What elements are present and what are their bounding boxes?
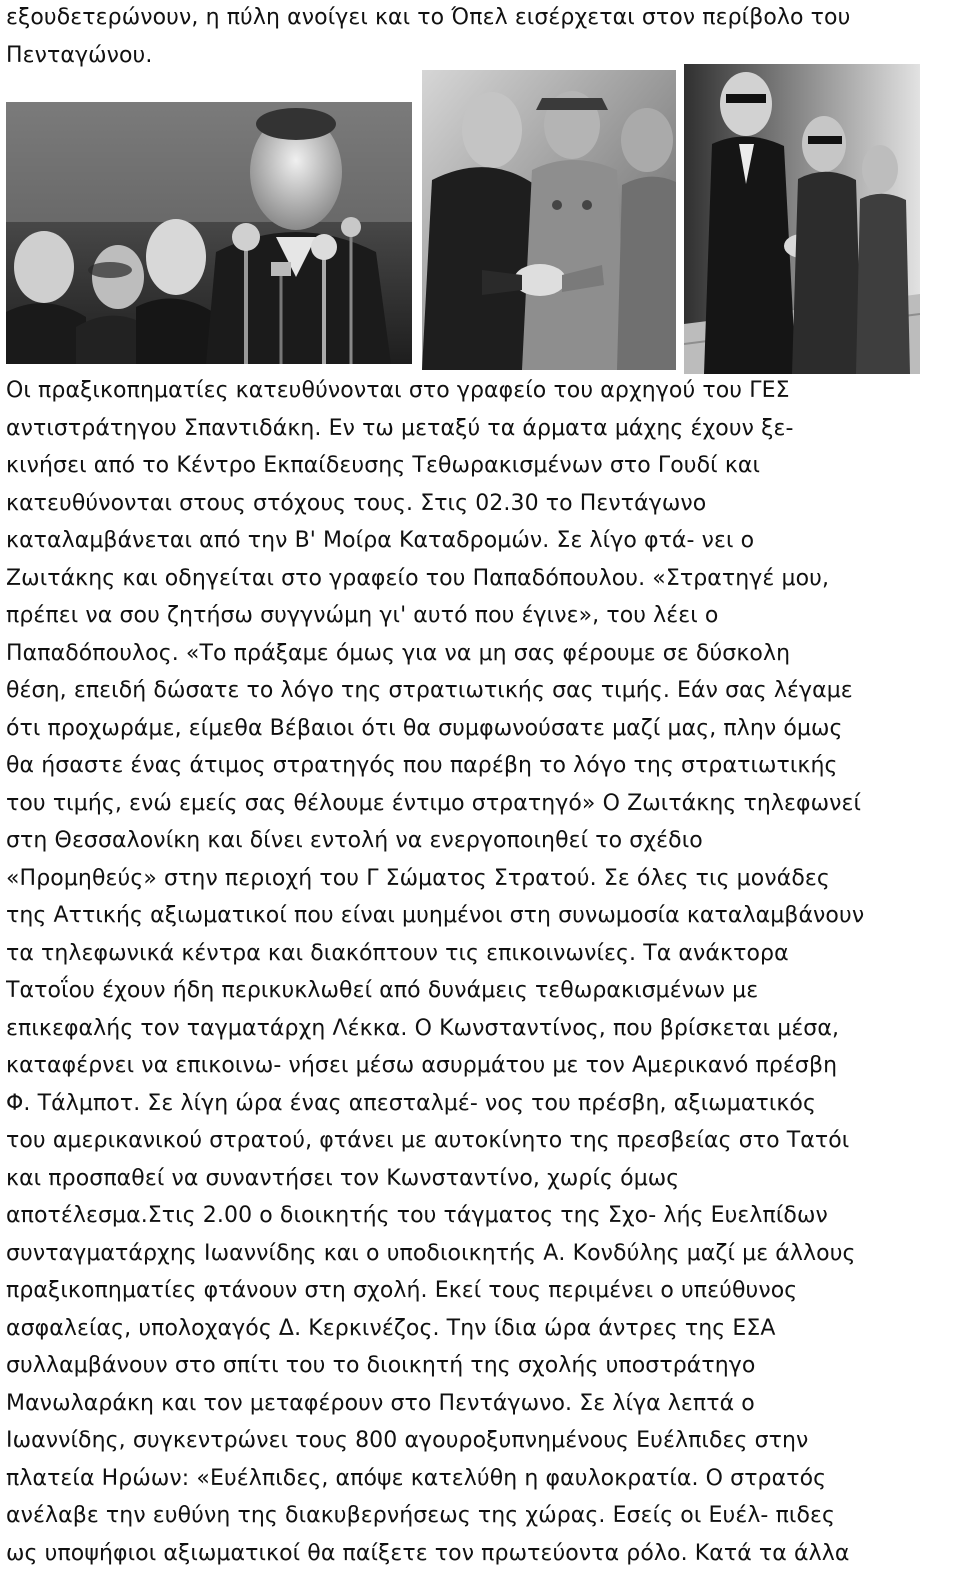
text-line: καταλαμβάνεται από την Β' Μοίρα Καταδρομών. Σε λίγο φτά- νει ο <box>6 528 755 553</box>
text-line: Ζωιτάκης και οδηγείται στο γραφείο του Παπαδόπουλου. «Στρατηγέ μου, <box>6 565 830 591</box>
text-line: κινήσει από το Κέντρο Εκπαίδευσης Τεθωρακισμένων στο Γουδί και <box>6 453 761 478</box>
text-line: τα τηλεφωνικά κέντρα και διακόπτουν τις επικοινωνίες. Τα ανάκτορα <box>6 940 789 966</box>
text-line: επικεφαλής τον ταγματάρχη Λέκκα. Ο Κωνσταντίνος, που βρίσκεται μέσα, <box>6 1015 840 1041</box>
photo-speech-podium <box>6 102 412 364</box>
text-line: θέση, επειδή δώσατε το λόγο της στρατιωτικής σας τιμής. Εάν σας λέγαμε <box>6 678 853 703</box>
text-line: αντιστράτηγου Σπαντιδάκη. Εν τω μεταξύ τα άρματα μάχης έχουν ξε- <box>6 415 794 441</box>
text-line: πλατεία Ηρώων: «Ευέλπιδες, απόψε κατελύθη η φαυλοκρατία. Ο στρατός <box>6 1465 827 1491</box>
photo-handshake-officers <box>422 70 676 370</box>
text-line: εξουδετερώνουν, η πύλη ανοίγει και το Όπελ εισέρχεται στον περίβολο του <box>6 5 851 30</box>
text-line: και προσπαθεί να συναντήσει τον Κωνσταντίνο, χωρίς όμως <box>6 1165 680 1191</box>
text-line: της Αττικής αξιωματικοί που είναι μυημένοι στη συνωμοσία καταλαμβάνουν <box>6 903 865 928</box>
text-line: κατευθύνονται στους στόχους τους. Στις 02.30 το Πεντάγωνο <box>6 490 707 516</box>
text-line: καταφέρνει να επικοινω- νήσει μέσω ασυρμάτου με τον Αμερικανό πρέσβη <box>6 1053 838 1078</box>
text-line: «Προμηθεύς» στην περιοχή του Γ Σώματος Στρατού. Σε όλες τις μονάδες <box>6 865 830 891</box>
text-line: ανέλαβε την ευθύνη της διακυβερνήσεως της χώρας. Εσείς οι Ευέλ- πιδες <box>6 1503 836 1528</box>
text-line: ασφαλείας, υπολοχαγός Δ. Κερκινέζος. Την ίδια ώρα άντρες της ΕΣΑ <box>6 1315 776 1341</box>
text-line: Τατοΐου έχουν ήδη περικυκλωθεί από δυνάμεις τεθωρακισμένων με <box>6 978 759 1003</box>
intro-paragraph <box>6 0 956 74</box>
text-line: στη Θεσσαλονίκη και δίνει εντολή να ενεργοποιηθεί το σχέδιο <box>6 828 703 853</box>
text-line: Μανωλαράκη και τον μεταφέρουν στο Πεντάγωνο. Σε λίγα λεπτά ο <box>6 1390 755 1416</box>
photo-men-walking <box>684 64 920 374</box>
text-line: αποτέλεσμα.Στις 2.00 ο διοικητής του τάγματος της Σχο- λής Ευελπίδων <box>6 1203 828 1228</box>
text-line: πραξικοπηματίες φτάνουν στη σχολή. Εκεί τους περιμένει ο υπεύθυνος <box>6 1278 798 1303</box>
text-line: του τιμής, ενώ εμείς σας θέλουμε έντιμο στρατηγό» Ο Ζωιτάκης τηλεφωνεί <box>6 790 862 816</box>
text-line: Παπαδόπουλος. «Το πράξαμε όμως για να μη σας φέρουμε σε δύσκολη <box>6 640 791 666</box>
text-line: πρέπει να σου ζητήσω συγγνώμη γι' αυτό που έγινε», του λέει ο <box>6 603 719 628</box>
text-line: Οι πραξικοπηματίες κατευθύνονται στο γραφείο του αρχηγού του ΓΕΣ <box>6 378 790 403</box>
body-paragraph <box>6 372 956 1572</box>
text-line: Πενταγώνου. <box>6 42 153 68</box>
text-line: συλλαμβάνουν στο σπίτι του το διοικητή της σχολής υποστράτηγο <box>6 1353 756 1378</box>
text-line: Ιωαννίδης, συγκεντρώνει τους 800 αγουροξυπνημένους Ευέλπιδες στην <box>6 1428 809 1453</box>
text-line: ως υποψήφιοι αξιωματικοί θα παίξετε τον πρωτεύοντα ρόλο. Κατά τα άλλα <box>6 1540 850 1566</box>
text-line: θα ήσαστε ένας άτιμος στρατηγός που παρέβη το λόγο της στρατιωτικής <box>6 753 838 778</box>
text-line: ότι προχωράμε, είμεθα Βέβαιοι ότι θα συμφωνούσατε μαζί μας, πλην όμως <box>6 715 843 741</box>
text-line: συνταγματάρχης Ιωαννίδης και ο υποδιοικητής Α. Κονδύλης μαζί με άλλους <box>6 1240 856 1266</box>
text-line: του αμερικανικού στρατού, φτάνει με αυτοκίνητο της πρεσβείας στο Τατόι <box>6 1128 850 1153</box>
text-line: Φ. Τάλμποτ. Σε λίγη ώρα ένας απεσταλμέ- νος του πρέσβη, αξιωματικός <box>6 1090 817 1116</box>
